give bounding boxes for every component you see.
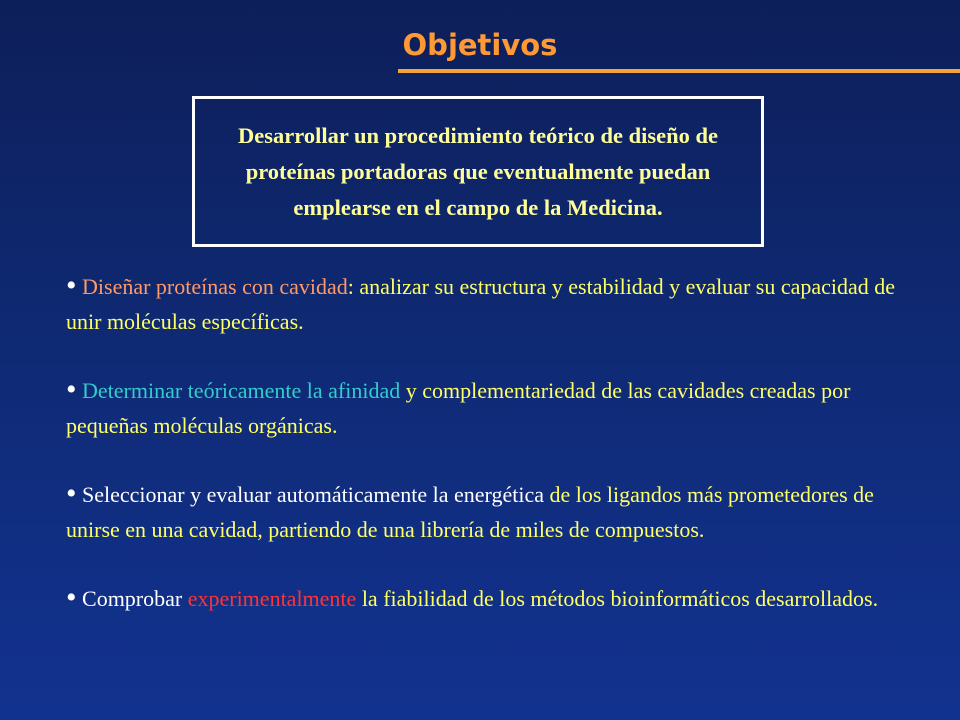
bullet-4-lead: Comprobar <box>76 586 183 611</box>
bullet-3-lead: Seleccionar y evaluar automáticamente la energética <box>76 482 544 507</box>
bullet-4-highlight: experimentalmente <box>182 586 357 611</box>
main-objective-text: Desarrollar un procedimiento teórico de diseño de proteínas portadoras que eventualmente puedan emplearse en el campo de la Medicina. <box>238 122 718 220</box>
main-objective-box <box>192 96 764 247</box>
bullet-1-lead: Diseñar proteínas con cavidad <box>76 274 348 299</box>
title-underline <box>398 69 960 73</box>
bullet-icon: • <box>66 477 77 510</box>
objectives-list <box>66 268 906 649</box>
list-item <box>66 476 906 547</box>
bullet-2-lead: Determinar teóricamente la afinidad <box>76 378 401 403</box>
bullet-icon: • <box>66 373 77 406</box>
bullet-1-rest: : analizar su estructura y estabilidad y evaluar su capacidad de unir moléculas específicas. <box>66 274 896 334</box>
bullet-4-rest: la fiabilidad de los métodos bioinformáticos desarrollados. <box>356 586 879 611</box>
list-item <box>66 268 906 339</box>
list-item <box>66 372 906 443</box>
list-item <box>66 580 906 616</box>
bullet-icon: • <box>66 269 77 302</box>
bullet-icon: • <box>66 581 77 614</box>
slide-title: Objetivos <box>402 28 558 62</box>
bullet-2-rest: y complementariedad de las cavidades creadas por pequeñas moléculas orgánicas. <box>66 378 851 438</box>
bullet-3-rest: de los ligandos más prometedores de unirse en una cavidad, partiendo de una librería de miles de compuestos. <box>66 482 874 542</box>
